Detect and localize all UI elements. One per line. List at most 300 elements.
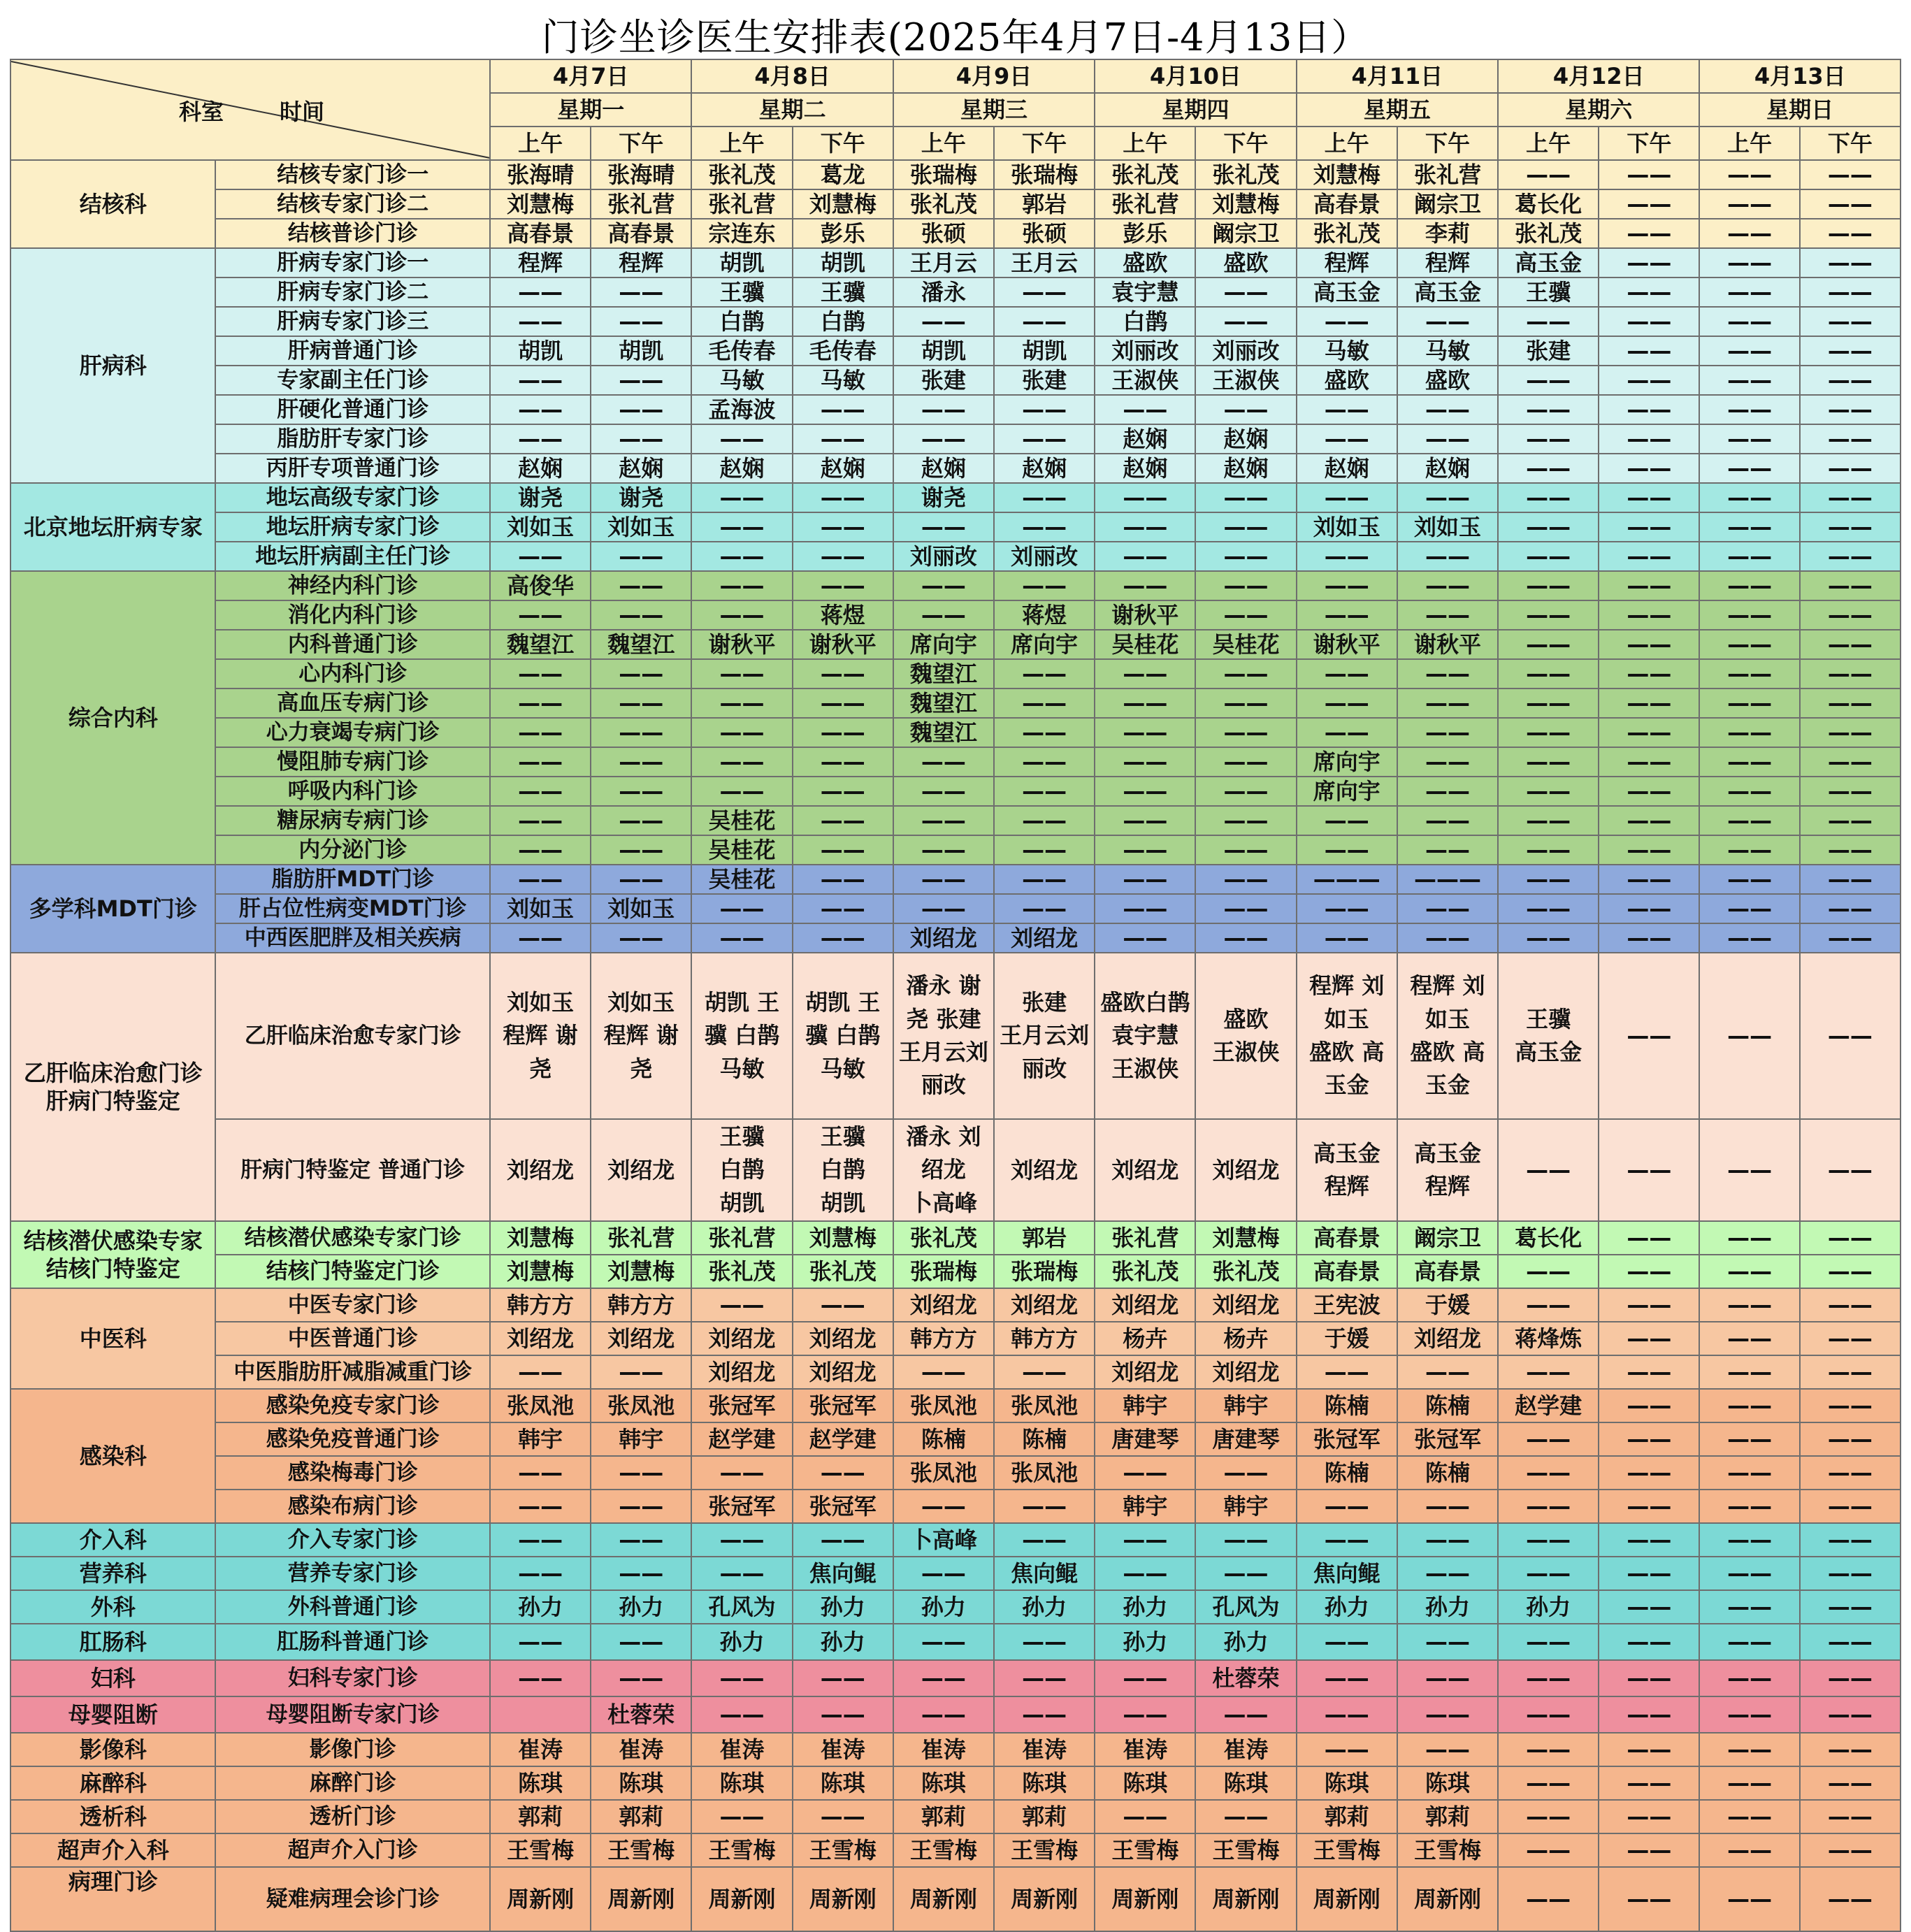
pm-doctor-cell: —— bbox=[1397, 1523, 1498, 1557]
pm-doctor-cell: 张建 王月云刘 丽改 bbox=[994, 953, 1095, 1119]
department-cell: 麻醉科 bbox=[10, 1766, 215, 1800]
pm-doctor-cell: —— bbox=[1800, 366, 1901, 395]
pm-doctor-cell: —— bbox=[994, 1523, 1095, 1557]
am-doctor-cell: 崔涛 bbox=[893, 1733, 994, 1766]
pm-doctor-cell: —— bbox=[793, 1800, 893, 1833]
am-doctor-cell: —— bbox=[1095, 1523, 1195, 1557]
pm-doctor-cell: —— bbox=[1195, 777, 1296, 806]
am-doctor-cell: —— bbox=[1498, 542, 1599, 571]
clinic-name-cell: 消化内科门诊 bbox=[215, 600, 490, 630]
pm-doctor-cell: —— bbox=[1195, 835, 1296, 865]
pm-doctor-cell: —— bbox=[1800, 1322, 1901, 1355]
pm-header: 下午 bbox=[1599, 127, 1699, 160]
am-doctor-cell: —— bbox=[1498, 923, 1599, 953]
am-doctor-cell: 吴桂花 bbox=[1095, 630, 1195, 659]
pm-doctor-cell: —— bbox=[1397, 747, 1498, 777]
am-doctor-cell: —— bbox=[1699, 1624, 1799, 1660]
am-doctor-cell: 郭莉 bbox=[893, 1800, 994, 1833]
schedule-row bbox=[10, 454, 1901, 483]
pm-doctor-cell: —— bbox=[1599, 160, 1699, 189]
pm-doctor-cell: 孙力 bbox=[591, 1590, 691, 1624]
date-header: 4月7日 bbox=[490, 59, 691, 93]
schedule-row bbox=[10, 1800, 1901, 1833]
pm-doctor-cell: —— bbox=[793, 1288, 893, 1322]
am-doctor-cell: 刘如玉 bbox=[490, 512, 591, 542]
am-doctor-cell: —— bbox=[691, 1557, 792, 1590]
pm-doctor-cell: —— bbox=[1800, 600, 1901, 630]
pm-doctor-cell: —— bbox=[793, 923, 893, 953]
clinic-name-cell: 中西医肥胖及相关疾病 bbox=[215, 923, 490, 953]
pm-doctor-cell: —— bbox=[591, 277, 691, 307]
am-doctor-cell: —— bbox=[1498, 1523, 1599, 1557]
am-doctor-cell: —— bbox=[1498, 454, 1599, 483]
pm-doctor-cell: —— bbox=[1599, 1355, 1699, 1389]
am-doctor-cell: 陈楠 bbox=[1297, 1389, 1397, 1422]
am-doctor-cell: 谢尧 bbox=[490, 483, 591, 512]
department-cell: 介入科 bbox=[10, 1523, 215, 1557]
pm-doctor-cell: 张建 bbox=[994, 366, 1095, 395]
pm-doctor-cell: —— bbox=[1599, 1456, 1699, 1490]
schedule-row bbox=[10, 718, 1901, 747]
am-doctor-cell: —— bbox=[1095, 1456, 1195, 1490]
am-doctor-cell: 赵学建 bbox=[1498, 1389, 1599, 1422]
am-doctor-cell: —— bbox=[1498, 1660, 1599, 1696]
date-header: 4月10日 bbox=[1095, 59, 1296, 93]
am-doctor-cell: —— bbox=[1095, 512, 1195, 542]
am-doctor-cell: 刘慧梅 bbox=[490, 1221, 591, 1255]
am-doctor-cell: —— bbox=[893, 1660, 994, 1696]
am-doctor-cell: 赵娴 bbox=[1095, 454, 1195, 483]
am-doctor-cell: 张礼营 bbox=[1095, 1221, 1195, 1255]
corner-time-label: 时间 bbox=[280, 99, 325, 125]
am-doctor-cell: —— bbox=[1699, 777, 1799, 806]
am-doctor-cell: —— bbox=[1297, 1490, 1397, 1523]
weekday-header: 星期五 bbox=[1297, 93, 1498, 127]
am-doctor-cell: —— bbox=[893, 600, 994, 630]
am-doctor-cell: 张海晴 bbox=[490, 160, 591, 189]
am-doctor-cell: —— bbox=[691, 1523, 792, 1557]
pm-doctor-cell: 盛欧 bbox=[1397, 366, 1498, 395]
am-doctor-cell: 高春景 bbox=[1297, 1255, 1397, 1288]
pm-doctor-cell: 刘如玉 bbox=[591, 512, 691, 542]
am-doctor-cell: —— bbox=[1699, 718, 1799, 747]
pm-doctor-cell: 刘慧梅 bbox=[1195, 189, 1296, 219]
am-doctor-cell: 张礼茂 bbox=[1498, 219, 1599, 248]
pm-doctor-cell: 张冠军 bbox=[1397, 1422, 1498, 1456]
am-doctor-cell: —— bbox=[490, 718, 591, 747]
pm-doctor-cell: —— bbox=[1800, 1490, 1901, 1523]
am-doctor-cell: —— bbox=[1297, 542, 1397, 571]
pm-doctor-cell: 葛龙 bbox=[793, 160, 893, 189]
clinic-name-cell: 超声介入门诊 bbox=[215, 1833, 490, 1867]
am-doctor-cell: —— bbox=[1699, 953, 1799, 1119]
pm-doctor-cell: —— bbox=[1800, 1733, 1901, 1766]
am-doctor-cell: —— bbox=[1699, 630, 1799, 659]
am-doctor-cell: 王骥 bbox=[1498, 277, 1599, 307]
pm-doctor-cell: —— bbox=[994, 571, 1095, 600]
am-doctor-cell: —— bbox=[893, 777, 994, 806]
pm-doctor-cell: —— bbox=[1195, 806, 1296, 835]
am-doctor-cell: 刘绍龙 bbox=[893, 1288, 994, 1322]
pm-doctor-cell: —— bbox=[1599, 1733, 1699, 1766]
am-doctor-cell: —— bbox=[490, 835, 591, 865]
pm-doctor-cell: —— bbox=[591, 424, 691, 454]
am-doctor-cell: 魏望江 bbox=[893, 718, 994, 747]
am-doctor-cell: 赵娴 bbox=[490, 454, 591, 483]
am-doctor-cell: 高春景 bbox=[490, 219, 591, 248]
am-doctor-cell: —— bbox=[1498, 307, 1599, 336]
am-doctor-cell: 周新刚 bbox=[893, 1867, 994, 1931]
pm-doctor-cell: —— bbox=[1800, 277, 1901, 307]
pm-doctor-cell: —— bbox=[793, 1696, 893, 1733]
pm-doctor-cell: —— bbox=[1599, 1490, 1699, 1523]
schedule-row bbox=[10, 512, 1901, 542]
schedule-row bbox=[10, 1456, 1901, 1490]
am-doctor-cell: —— bbox=[691, 659, 792, 689]
am-doctor-cell: 周新刚 bbox=[1095, 1867, 1195, 1931]
schedule-row bbox=[10, 1490, 1901, 1523]
pm-doctor-cell: 王雪梅 bbox=[591, 1833, 691, 1867]
pm-doctor-cell: 韩宇 bbox=[591, 1422, 691, 1456]
clinic-name-cell: 脂肪肝专家门诊 bbox=[215, 424, 490, 454]
pm-doctor-cell: 张礼茂 bbox=[1195, 160, 1296, 189]
am-doctor-cell: 孙力 bbox=[893, 1590, 994, 1624]
am-doctor-cell: —— bbox=[1699, 1733, 1799, 1766]
pm-doctor-cell: —— bbox=[1800, 1389, 1901, 1422]
am-doctor-cell: 周新刚 bbox=[691, 1867, 792, 1931]
pm-doctor-cell: —— bbox=[1195, 395, 1296, 424]
am-doctor-cell: 孙力 bbox=[490, 1590, 591, 1624]
pm-doctor-cell: —— bbox=[1599, 600, 1699, 630]
pm-doctor-cell: 崔涛 bbox=[1195, 1733, 1296, 1766]
clinic-name-cell: 心力衰竭专病门诊 bbox=[215, 718, 490, 747]
pm-doctor-cell: —— bbox=[1397, 483, 1498, 512]
schedule-row bbox=[10, 659, 1901, 689]
am-doctor-cell: —— bbox=[893, 395, 994, 424]
schedule-row bbox=[10, 277, 1901, 307]
pm-doctor-cell: —— bbox=[793, 542, 893, 571]
pm-header: 下午 bbox=[1800, 127, 1901, 160]
am-doctor-cell: —— bbox=[1297, 600, 1397, 630]
schedule-row bbox=[10, 1766, 1901, 1800]
pm-doctor-cell: 张礼茂 bbox=[793, 1255, 893, 1288]
am-doctor-cell: 孙力 bbox=[1498, 1590, 1599, 1624]
am-doctor-cell: —— bbox=[1498, 1288, 1599, 1322]
pm-doctor-cell: —— bbox=[1800, 1833, 1901, 1867]
pm-doctor-cell: —— bbox=[591, 307, 691, 336]
pm-doctor-cell: —— bbox=[1800, 1800, 1901, 1833]
am-doctor-cell: 张礼营 bbox=[1095, 189, 1195, 219]
am-doctor-cell: 陈楠 bbox=[1297, 1456, 1397, 1490]
am-doctor-cell: —— bbox=[1095, 835, 1195, 865]
pm-doctor-cell: —— bbox=[591, 747, 691, 777]
pm-doctor-cell: 张礼营 bbox=[591, 1221, 691, 1255]
am-doctor-cell: —— bbox=[1498, 747, 1599, 777]
pm-header: 下午 bbox=[793, 127, 893, 160]
am-doctor-cell: —— bbox=[1699, 1557, 1799, 1590]
pm-doctor-cell: —— bbox=[793, 806, 893, 835]
pm-doctor-cell: 周新刚 bbox=[591, 1867, 691, 1931]
pm-doctor-cell: 王骥 bbox=[793, 277, 893, 307]
department-cell: 妇科 bbox=[10, 1660, 215, 1696]
am-doctor-cell: 陈琪 bbox=[490, 1766, 591, 1800]
am-doctor-cell: 席向宇 bbox=[1297, 777, 1397, 806]
pm-doctor-cell: —— bbox=[1800, 454, 1901, 483]
am-doctor-cell bbox=[490, 1696, 591, 1733]
pm-doctor-cell: 杜蓉荣 bbox=[591, 1696, 691, 1733]
am-doctor-cell: —— bbox=[490, 865, 591, 894]
am-doctor-cell: 刘慧梅 bbox=[1297, 160, 1397, 189]
am-doctor-cell: —— bbox=[1699, 1456, 1799, 1490]
pm-doctor-cell: 张礼营 bbox=[591, 189, 691, 219]
am-doctor-cell: —— bbox=[1699, 307, 1799, 336]
pm-doctor-cell: 张海晴 bbox=[591, 160, 691, 189]
pm-doctor-cell: —— bbox=[1599, 689, 1699, 718]
clinic-name-cell: 肝病专家门诊三 bbox=[215, 307, 490, 336]
pm-doctor-cell: 张礼营 bbox=[1397, 160, 1498, 189]
am-doctor-cell: 盛欧 bbox=[1095, 248, 1195, 277]
am-doctor-cell: 魏望江 bbox=[490, 630, 591, 659]
department-cell: 透析科 bbox=[10, 1800, 215, 1833]
schedule-row bbox=[10, 777, 1901, 806]
pm-doctor-cell: —— bbox=[793, 1660, 893, 1696]
clinic-name-cell: 慢阻肺专病门诊 bbox=[215, 747, 490, 777]
clinic-name-cell: 地坛肝病副主任门诊 bbox=[215, 542, 490, 571]
am-doctor-cell: —— bbox=[490, 777, 591, 806]
pm-doctor-cell: —— bbox=[591, 571, 691, 600]
am-doctor-cell: 毛传春 bbox=[691, 336, 792, 366]
pm-doctor-cell: —— bbox=[1800, 1696, 1901, 1733]
am-doctor-cell: —— bbox=[1699, 865, 1799, 894]
am-doctor-cell: 刘丽改 bbox=[893, 542, 994, 571]
am-doctor-cell: 张凤池 bbox=[490, 1389, 591, 1422]
am-doctor-cell: —— bbox=[691, 1800, 792, 1833]
schedule-row bbox=[10, 689, 1901, 718]
clinic-name-cell: 母婴阻断专家门诊 bbox=[215, 1696, 490, 1733]
pm-doctor-cell: —— bbox=[1800, 1255, 1901, 1288]
schedule-row bbox=[10, 542, 1901, 571]
pm-doctor-cell: 刘丽改 bbox=[1195, 336, 1296, 366]
pm-doctor-cell: —— bbox=[1195, 277, 1296, 307]
pm-doctor-cell: 周新刚 bbox=[793, 1867, 893, 1931]
am-doctor-cell: 孔风为 bbox=[691, 1590, 792, 1624]
pm-doctor-cell: 彭乐 bbox=[793, 219, 893, 248]
pm-doctor-cell: —— bbox=[994, 689, 1095, 718]
pm-doctor-cell: 孙力 bbox=[1397, 1590, 1498, 1624]
pm-doctor-cell: 程辉 bbox=[1397, 248, 1498, 277]
am-doctor-cell: 孙力 bbox=[1095, 1590, 1195, 1624]
pm-doctor-cell: 陈琪 bbox=[591, 1766, 691, 1800]
pm-doctor-cell: —— bbox=[994, 1490, 1095, 1523]
am-doctor-cell: —— bbox=[1095, 1557, 1195, 1590]
pm-doctor-cell: 焦向鲲 bbox=[994, 1557, 1095, 1590]
pm-doctor-cell: —— bbox=[1800, 1867, 1901, 1931]
pm-doctor-cell: —— bbox=[1599, 366, 1699, 395]
pm-doctor-cell: —— bbox=[591, 1624, 691, 1660]
pm-doctor-cell: —— bbox=[1800, 894, 1901, 923]
schedule-row bbox=[10, 1590, 1901, 1624]
am-doctor-cell: 席向宇 bbox=[1297, 747, 1397, 777]
am-doctor-cell: 刘绍龙 bbox=[490, 1322, 591, 1355]
clinic-name-cell: 肝病普通门诊 bbox=[215, 336, 490, 366]
am-header: 上午 bbox=[1297, 127, 1397, 160]
pm-doctor-cell: 韩方方 bbox=[994, 1322, 1095, 1355]
pm-doctor-cell: 王雪梅 bbox=[793, 1833, 893, 1867]
clinic-name-cell: 结核潜伏感染专家门诊 bbox=[215, 1221, 490, 1255]
date-header: 4月12日 bbox=[1498, 59, 1699, 93]
pm-doctor-cell: 周新刚 bbox=[1195, 1867, 1296, 1931]
am-doctor-cell: —— bbox=[1498, 1766, 1599, 1800]
clinic-name-cell: 肝病专家门诊二 bbox=[215, 277, 490, 307]
pm-doctor-cell: —— bbox=[1599, 219, 1699, 248]
am-doctor-cell: —— bbox=[490, 366, 591, 395]
am-doctor-cell: 胡凯 bbox=[490, 336, 591, 366]
pm-doctor-cell: 于媛 bbox=[1397, 1288, 1498, 1322]
pm-doctor-cell: 王淑侠 bbox=[1195, 366, 1296, 395]
pm-doctor-cell: —— bbox=[1599, 1696, 1699, 1733]
pm-doctor-cell: 刘慧梅 bbox=[591, 1255, 691, 1288]
am-doctor-cell: —— bbox=[1297, 1733, 1397, 1766]
schedule-row bbox=[10, 600, 1901, 630]
schedule-row bbox=[10, 219, 1901, 248]
pm-doctor-cell: 马敏 bbox=[793, 366, 893, 395]
pm-doctor-cell: 赵娴 bbox=[1195, 454, 1296, 483]
am-doctor-cell: 王骥 高玉金 bbox=[1498, 953, 1599, 1119]
am-doctor-cell: 张冠军 bbox=[691, 1389, 792, 1422]
am-doctor-cell: 张礼茂 bbox=[1095, 1255, 1195, 1288]
pm-doctor-cell: 谢秋平 bbox=[1397, 630, 1498, 659]
am-doctor-cell: 孟海波 bbox=[691, 395, 792, 424]
am-doctor-cell: —— bbox=[490, 806, 591, 835]
pm-doctor-cell: —— bbox=[1599, 512, 1699, 542]
am-doctor-cell: 韩宇 bbox=[1095, 1490, 1195, 1523]
am-doctor-cell: —— bbox=[893, 806, 994, 835]
pm-doctor-cell: —— bbox=[1599, 1255, 1699, 1288]
clinic-name-cell: 外科普通门诊 bbox=[215, 1590, 490, 1624]
pm-doctor-cell: —— bbox=[1195, 600, 1296, 630]
pm-doctor-cell: —— bbox=[1397, 542, 1498, 571]
pm-doctor-cell: —— bbox=[793, 689, 893, 718]
am-doctor-cell: 张礼茂 bbox=[1297, 219, 1397, 248]
department-cell: 北京地坛肝病专家 bbox=[10, 483, 215, 571]
pm-doctor-cell: —— bbox=[1599, 777, 1699, 806]
am-doctor-cell: —— bbox=[893, 307, 994, 336]
am-doctor-cell: 程辉 刘 如玉 盛欧 高 玉金 bbox=[1297, 953, 1397, 1119]
am-doctor-cell: —— bbox=[1498, 1456, 1599, 1490]
clinic-name-cell: 地坛高级专家门诊 bbox=[215, 483, 490, 512]
pm-doctor-cell: 张凤池 bbox=[994, 1456, 1095, 1490]
pm-doctor-cell: —— bbox=[1397, 923, 1498, 953]
am-doctor-cell: 葛长化 bbox=[1498, 189, 1599, 219]
pm-doctor-cell: —— bbox=[994, 1355, 1095, 1389]
am-doctor-cell: 刘绍龙 bbox=[1095, 1288, 1195, 1322]
pm-doctor-cell: —— bbox=[1195, 689, 1296, 718]
pm-doctor-cell: —— bbox=[1599, 1833, 1699, 1867]
am-doctor-cell: 刘如玉 bbox=[490, 894, 591, 923]
am-doctor-cell: —— bbox=[1095, 483, 1195, 512]
pm-doctor-cell: —— bbox=[1195, 483, 1296, 512]
pm-doctor-cell: —— bbox=[1195, 865, 1296, 894]
am-doctor-cell: —— bbox=[490, 1660, 591, 1696]
am-doctor-cell: —— bbox=[1699, 689, 1799, 718]
schedule-row bbox=[10, 1867, 1901, 1931]
am-doctor-cell: —— bbox=[1699, 483, 1799, 512]
pm-doctor-cell: 孙力 bbox=[793, 1590, 893, 1624]
am-doctor-cell: —— bbox=[490, 307, 591, 336]
am-doctor-cell: 刘绍龙 bbox=[490, 1119, 591, 1221]
am-doctor-cell: —— bbox=[1498, 512, 1599, 542]
clinic-name-cell: 高血压专病门诊 bbox=[215, 689, 490, 718]
department-cell: 超声介入科 bbox=[10, 1833, 215, 1867]
schedule-row bbox=[10, 1119, 1901, 1221]
schedule-row bbox=[10, 1624, 1901, 1660]
am-doctor-cell: 刘如玉 程辉 谢 尧 bbox=[490, 953, 591, 1119]
department-cell: 乙肝临床治愈门诊 肝病门特鉴定 bbox=[10, 953, 215, 1221]
pm-doctor-cell: —— bbox=[1599, 1523, 1699, 1557]
pm-doctor-cell: —— bbox=[994, 659, 1095, 689]
am-doctor-cell: —— bbox=[1699, 1490, 1799, 1523]
am-doctor-cell: 胡凯 王 骥 白鹊 马敏 bbox=[691, 953, 792, 1119]
pm-doctor-cell: —— bbox=[1800, 1221, 1901, 1255]
pm-doctor-cell: —— bbox=[1397, 718, 1498, 747]
pm-doctor-cell: —— bbox=[1599, 189, 1699, 219]
clinic-name-cell: 神经内科门诊 bbox=[215, 571, 490, 600]
am-doctor-cell: 张礼茂 bbox=[691, 160, 792, 189]
am-doctor-cell: —— bbox=[1095, 894, 1195, 923]
am-doctor-cell: 刘绍龙 bbox=[1095, 1355, 1195, 1389]
department-cell: 肛肠科 bbox=[10, 1624, 215, 1660]
pm-doctor-cell: —— bbox=[1599, 1221, 1699, 1255]
pm-doctor-cell: 刘绍龙 bbox=[793, 1322, 893, 1355]
clinic-name-cell: 糖尿病专病门诊 bbox=[215, 806, 490, 835]
pm-doctor-cell: 王骥 白鹊 胡凯 bbox=[793, 1119, 893, 1221]
am-doctor-cell: —— bbox=[1297, 923, 1397, 953]
pm-doctor-cell: 崔涛 bbox=[591, 1733, 691, 1766]
am-doctor-cell: 胡凯 bbox=[691, 248, 792, 277]
am-doctor-cell: —— bbox=[1095, 689, 1195, 718]
pm-doctor-cell: 韩宇 bbox=[1195, 1389, 1296, 1422]
pm-doctor-cell: —— bbox=[591, 1456, 691, 1490]
am-doctor-cell: 陈琪 bbox=[1095, 1766, 1195, 1800]
pm-doctor-cell: —— bbox=[1397, 571, 1498, 600]
am-doctor-cell: —— bbox=[1699, 219, 1799, 248]
am-doctor-cell: —— bbox=[691, 777, 792, 806]
pm-header: 下午 bbox=[1397, 127, 1498, 160]
am-doctor-cell: 韩方方 bbox=[490, 1288, 591, 1322]
pm-doctor-cell: —— bbox=[1800, 248, 1901, 277]
schedule-row bbox=[10, 307, 1901, 336]
am-doctor-cell: —— bbox=[691, 512, 792, 542]
am-doctor-cell: —— bbox=[490, 277, 591, 307]
schedule-row bbox=[10, 630, 1901, 659]
am-doctor-cell: —— bbox=[1699, 1867, 1799, 1931]
pm-doctor-cell: —— bbox=[1800, 1288, 1901, 1322]
weekday-header: 星期二 bbox=[691, 93, 893, 127]
pm-doctor-cell: 高玉金 bbox=[1397, 277, 1498, 307]
pm-doctor-cell: —— bbox=[1800, 189, 1901, 219]
pm-doctor-cell: —— bbox=[1195, 923, 1296, 953]
am-doctor-cell: 赵娴 bbox=[893, 454, 994, 483]
pm-doctor-cell: —— bbox=[1195, 747, 1296, 777]
pm-doctor-cell: —— bbox=[1397, 307, 1498, 336]
am-doctor-cell: —— bbox=[1699, 1833, 1799, 1867]
pm-doctor-cell: —— bbox=[1800, 1422, 1901, 1456]
am-doctor-cell: —— bbox=[490, 1490, 591, 1523]
am-doctor-cell: —— bbox=[1297, 718, 1397, 747]
pm-doctor-cell: 程辉 bbox=[591, 248, 691, 277]
pm-doctor-cell: ——— bbox=[1397, 865, 1498, 894]
pm-doctor-cell: 刘慧梅 bbox=[793, 1221, 893, 1255]
